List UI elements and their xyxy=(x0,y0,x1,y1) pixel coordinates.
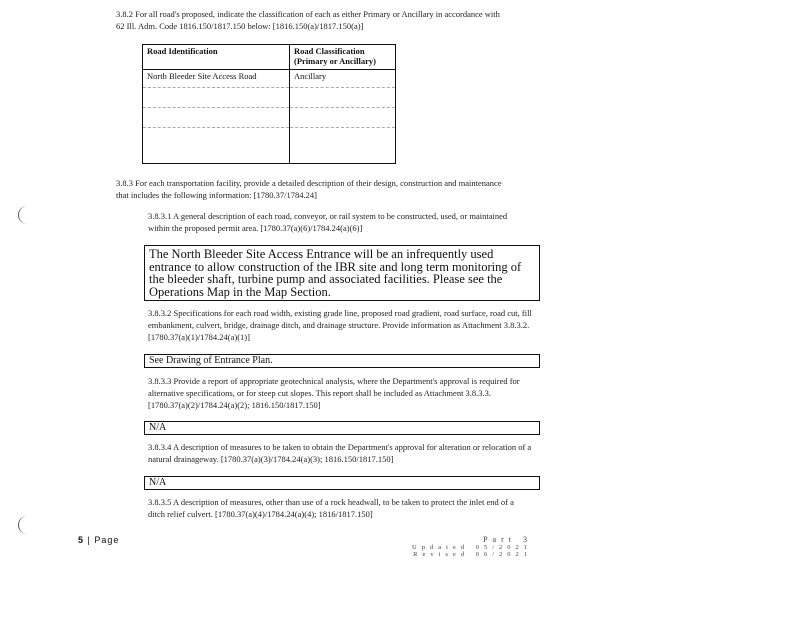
answer-text: See Drawing of Entrance Plan. xyxy=(149,355,273,366)
section-text: A general description of each road, conveyor, or rail system to be constructed, used, or maintained within the proposed permit area. [1780.37(a)(6)/1784.24(a)(6)] xyxy=(148,211,508,233)
table-row xyxy=(143,127,395,163)
road-name-cell: North Bleeder Site Access Road xyxy=(143,69,290,87)
section-3-8-3-1 xyxy=(148,210,528,234)
section-text: A description of measures, other than use of a rock headwall, to be taken to protect the inlet end of a ditch relief culvert. [1780.37(a)(4)/1784.24(a)(4); 1816/1817.150] xyxy=(148,497,514,519)
section-text: A description of measures to be taken to obtain the Department's approval for alteration or relocation of a natural drainageway. [1780.37(a)(3)/1784.24(a)(3); 1816.150/1817.150] xyxy=(148,442,532,464)
table-row xyxy=(143,87,395,107)
section-text: Specifications for each road width, existing grade line, proposed road gradient, road surface, road cut, fill embankment, culvert, bridge, drainage ditch, and drainage structure. Provide information as Attachment 3.8.3.2. [1780.37(a)(1)/1784.24(a)(1)] xyxy=(148,308,532,342)
section-number: 3.8.3.4 xyxy=(148,442,172,452)
page-footer-right xyxy=(372,535,532,558)
answer-box-3-8-3-2 xyxy=(144,354,540,368)
section-text: For each transportation facility, provide a detailed description of their design, construction and maintenance that includes the following information: [1780.37/1784.24] xyxy=(116,178,502,200)
answer-box-3-8-3-4 xyxy=(144,476,540,490)
footer-updated: Updated 05/2021 xyxy=(412,544,532,551)
answer-text: The North Bleeder Site Access Entrance will be an infrequently used entrance to allow construction of the IBR site and long term monitoring of the bleeder shaft, turbine pump and associated facilities. Please see the Operations Map in the Map Section. xyxy=(149,247,522,299)
section-number: 3.8.3 xyxy=(116,178,133,188)
page-footer-left xyxy=(78,535,119,545)
table-row xyxy=(143,107,395,127)
footer-part: Part 3 xyxy=(483,535,532,544)
road-class-cell: Ancillary xyxy=(290,69,396,87)
section-number: 3.8.3.1 xyxy=(148,211,172,221)
answer-text: N/A xyxy=(149,477,167,488)
table-header-road-identification: Road Identification xyxy=(143,45,290,69)
section-3-8-3 xyxy=(116,177,516,201)
section-number: 3.8.3.3 xyxy=(148,376,172,386)
section-3-8-3-5 xyxy=(148,496,523,520)
table-header-road-classification: Road Classification (Primary or Ancillary) xyxy=(290,45,396,69)
page-number: 5 xyxy=(78,535,85,545)
section-3-8-3-4 xyxy=(148,441,538,465)
section-3-8-2 xyxy=(116,8,506,32)
page-label: | Page xyxy=(87,535,120,545)
footer-revised: Revised 06/2021 xyxy=(413,551,532,558)
answer-box-3-8-3-1 xyxy=(144,245,540,301)
margin-bracket-icon xyxy=(18,206,29,224)
section-text: For all road's proposed, indicate the classification of each as either Primary or Ancillary in accordance with 62 Ill. Adm. Code 1816.150/1817.150 below: [1816.150(a)/1817.150(a)] xyxy=(116,9,500,31)
road-classification-table xyxy=(142,44,396,164)
section-3-8-3-3 xyxy=(148,375,533,411)
section-3-8-3-2 xyxy=(148,307,533,343)
margin-bracket-icon xyxy=(18,516,29,534)
section-number: 3.8.3.5 xyxy=(148,497,172,507)
section-number: 3.8.3.2 xyxy=(148,308,172,318)
answer-text: N/A xyxy=(149,422,167,433)
section-text: Provide a report of appropriate geotechnical analysis, where the Department's approval is required for alternative specifications, or for steep cut slopes. This report shall be included as Attachment 3.8.3.3. [1780.37(a)(2)/1784.24(a)(2); 1816.150/1817.150] xyxy=(148,376,520,410)
table-row xyxy=(143,69,395,87)
section-number: 3.8.2 xyxy=(116,9,133,19)
answer-box-3-8-3-3 xyxy=(144,421,540,435)
